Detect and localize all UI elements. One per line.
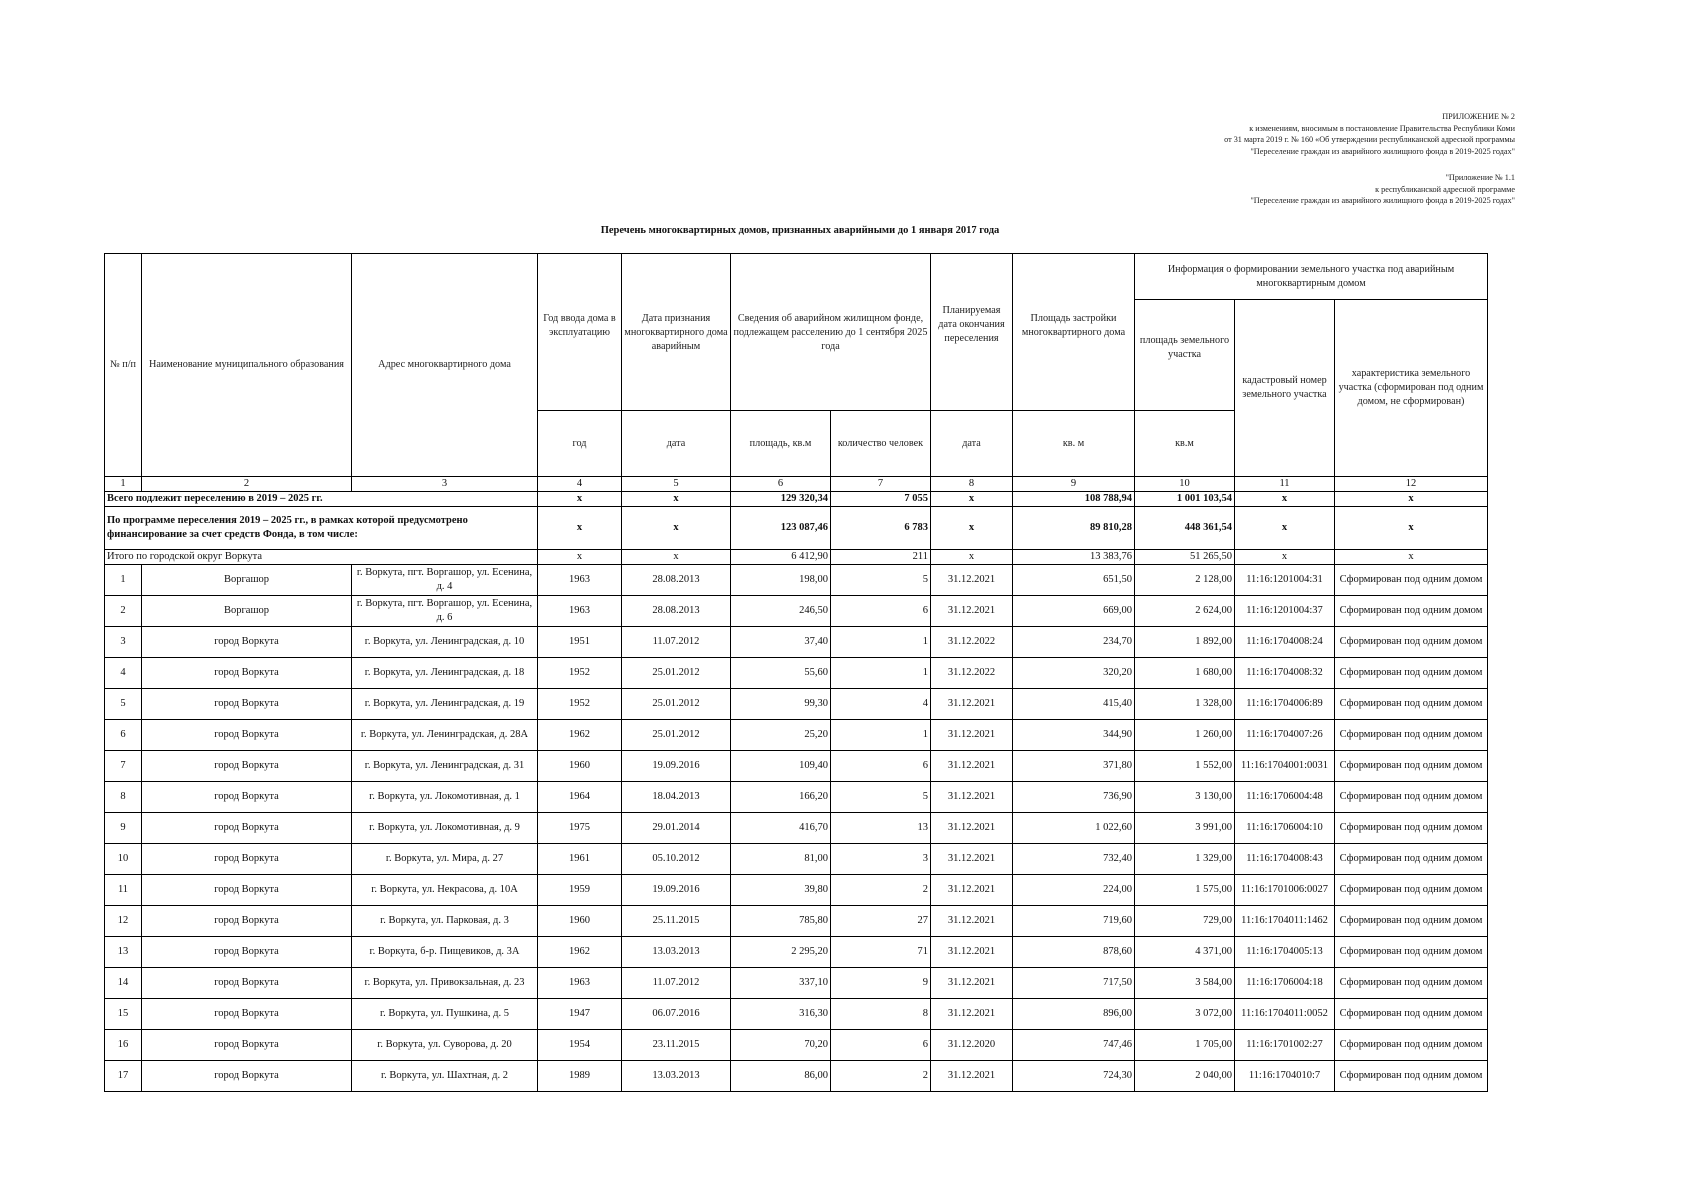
col-number: 11 — [1235, 477, 1335, 492]
appendix-line: от 31 марта 2019 г. № 160 «Об утверждении республиканской адресной программы — [1224, 135, 1515, 144]
emergency-area: 99,30 — [731, 689, 831, 720]
table-row — [105, 844, 1488, 875]
table-row — [105, 875, 1488, 906]
people-count: 1 — [831, 627, 931, 658]
total-vorkuta-area: 6 412,90 — [731, 550, 831, 565]
emergency-area: 316,30 — [731, 999, 831, 1030]
cadastral-number: 11:16:1704007:26 — [1235, 720, 1335, 751]
col-number: 4 — [538, 477, 622, 492]
year-built: 1959 — [538, 875, 622, 906]
house-address: г. Воркута, ул. Шахтная, д. 2 — [352, 1061, 538, 1092]
header-date-declared: Дата признания многоквартирного дома аварийным — [622, 254, 731, 411]
people-count: 5 — [831, 565, 931, 596]
land-characteristic: Сформирован под одним домом — [1335, 596, 1488, 627]
year-built: 1975 — [538, 813, 622, 844]
planned-end-date: 31.12.2022 — [931, 627, 1013, 658]
row-number: 3 — [105, 627, 142, 658]
row-number: 5 — [105, 689, 142, 720]
date-declared: 05.10.2012 — [622, 844, 731, 875]
total-program-date: х — [622, 507, 731, 550]
col-number: 2 — [142, 477, 352, 492]
total-all-end: х — [931, 492, 1013, 507]
people-count: 2 — [831, 875, 931, 906]
col-number: 7 — [831, 477, 931, 492]
people-count: 4 — [831, 689, 931, 720]
building-area: 669,00 — [1013, 596, 1135, 627]
total-all-char: х — [1335, 492, 1488, 507]
header-municipality: Наименование муниципального образования — [142, 254, 352, 477]
land-area: 1 260,00 — [1135, 720, 1235, 751]
row-number: 17 — [105, 1061, 142, 1092]
house-address: г. Воркута, пгт. Воргашор, ул. Есенина, д. 4 — [352, 565, 538, 596]
land-area: 1 328,00 — [1135, 689, 1235, 720]
house-address: г. Воркута, ул. Ленинградская, д. 18 — [352, 658, 538, 689]
header-cadastral: кадастровый номер земельного участка — [1235, 300, 1335, 477]
col-number: 9 — [1013, 477, 1135, 492]
people-count: 6 — [831, 1030, 931, 1061]
appendix-line: "Переселение граждан из аварийного жилищного фонда в 2019-2025 годах" — [1250, 146, 1515, 156]
total-vorkuta-people: 211 — [831, 550, 931, 565]
emergency-area: 55,60 — [731, 658, 831, 689]
planned-end-date: 31.12.2021 — [931, 720, 1013, 751]
municipality-name: город Воркута — [142, 937, 352, 968]
land-area: 729,00 — [1135, 906, 1235, 937]
municipality-name: Воргашор — [142, 565, 352, 596]
total-all-people: 7 055 — [831, 492, 931, 507]
planned-end-date: 31.12.2020 — [931, 1030, 1013, 1061]
header-unit-date2: дата — [931, 411, 1013, 477]
emergency-area: 86,00 — [731, 1061, 831, 1092]
houses-table — [104, 253, 1488, 1092]
total-vorkuta-date: х — [622, 550, 731, 565]
table-row — [105, 565, 1488, 596]
total-program-end: х — [931, 507, 1013, 550]
building-area: 651,50 — [1013, 565, 1135, 596]
year-built: 1960 — [538, 751, 622, 782]
date-declared: 29.01.2014 — [622, 813, 731, 844]
building-area: 717,50 — [1013, 968, 1135, 999]
total-vorkuta-label: Итого по городской округ Воркута — [105, 550, 538, 565]
planned-end-date: 31.12.2021 — [931, 875, 1013, 906]
total-all-area: 129 320,34 — [731, 492, 831, 507]
date-declared: 11.07.2012 — [622, 627, 731, 658]
date-declared: 25.01.2012 — [622, 658, 731, 689]
building-area: 736,90 — [1013, 782, 1135, 813]
building-area: 1 022,60 — [1013, 813, 1135, 844]
year-built: 1962 — [538, 937, 622, 968]
people-count: 3 — [831, 844, 931, 875]
year-built: 1989 — [538, 1061, 622, 1092]
people-count: 9 — [831, 968, 931, 999]
house-address: г. Воркута, ул. Мира, д. 27 — [352, 844, 538, 875]
house-address: г. Воркута, ул. Локомотивная, д. 1 — [352, 782, 538, 813]
date-declared: 18.04.2013 — [622, 782, 731, 813]
house-address: г. Воркута, ул. Ленинградская, д. 28А — [352, 720, 538, 751]
building-area: 896,00 — [1013, 999, 1135, 1030]
date-declared: 23.11.2015 — [622, 1030, 731, 1061]
row-number: 10 — [105, 844, 142, 875]
date-declared: 11.07.2012 — [622, 968, 731, 999]
table-row — [105, 1061, 1488, 1092]
planned-end-date: 31.12.2021 — [931, 906, 1013, 937]
table-row — [105, 906, 1488, 937]
land-area: 1 680,00 — [1135, 658, 1235, 689]
year-built: 1960 — [538, 906, 622, 937]
total-all-cadastral: х — [1235, 492, 1335, 507]
header-unit-year: год — [538, 411, 622, 477]
total-program-area: 123 087,46 — [731, 507, 831, 550]
row-number: 6 — [105, 720, 142, 751]
house-address: г. Воркута, пгт. Воргашор, ул. Есенина, д. 6 — [352, 596, 538, 627]
table-row — [105, 937, 1488, 968]
table-row — [105, 999, 1488, 1030]
row-number: 15 — [105, 999, 142, 1030]
people-count: 13 — [831, 813, 931, 844]
table-row — [105, 968, 1488, 999]
land-characteristic: Сформирован под одним домом — [1335, 968, 1488, 999]
emergency-area: 785,80 — [731, 906, 831, 937]
row-number: 4 — [105, 658, 142, 689]
date-declared: 06.07.2016 — [622, 999, 731, 1030]
year-built: 1954 — [538, 1030, 622, 1061]
table-row — [105, 596, 1488, 627]
col-number: 1 — [105, 477, 142, 492]
col-number: 5 — [622, 477, 731, 492]
header-planned-end: Планируемая дата окончания переселения — [931, 254, 1013, 411]
cadastral-number: 11:16:1704010:7 — [1235, 1061, 1335, 1092]
row-number: 11 — [105, 875, 142, 906]
planned-end-date: 31.12.2021 — [931, 813, 1013, 844]
people-count: 71 — [831, 937, 931, 968]
building-area: 747,46 — [1013, 1030, 1135, 1061]
people-count: 8 — [831, 999, 931, 1030]
municipality-name: город Воркута — [142, 875, 352, 906]
table-row — [105, 627, 1488, 658]
planned-end-date: 31.12.2022 — [931, 658, 1013, 689]
sub-appendix-line: "Приложение № 1.1 — [1445, 173, 1515, 182]
planned-end-date: 31.12.2021 — [931, 968, 1013, 999]
people-count: 2 — [831, 1061, 931, 1092]
planned-end-date: 31.12.2021 — [931, 1061, 1013, 1092]
row-number: 16 — [105, 1030, 142, 1061]
cadastral-number: 11:16:1201004:37 — [1235, 596, 1335, 627]
house-address: г. Воркута, б-р. Пищевиков, д. 3А — [352, 937, 538, 968]
cadastral-number: 11:16:1704008:24 — [1235, 627, 1335, 658]
house-address: г. Воркута, ул. Суворова, д. 20 — [352, 1030, 538, 1061]
sub-appendix-line: "Переселение граждан из аварийного жилищного фонда в 2019-2025 годах" — [1250, 196, 1515, 205]
date-declared: 25.01.2012 — [622, 689, 731, 720]
planned-end-date: 31.12.2021 — [931, 782, 1013, 813]
land-characteristic: Сформирован под одним домом — [1335, 627, 1488, 658]
header-building-area: Площадь застройки многоквартирного дома — [1013, 254, 1135, 411]
municipality-name: Воргашор — [142, 596, 352, 627]
people-count: 27 — [831, 906, 931, 937]
municipality-name: город Воркута — [142, 720, 352, 751]
building-area: 724,30 — [1013, 1061, 1135, 1092]
row-number: 8 — [105, 782, 142, 813]
building-area: 732,40 — [1013, 844, 1135, 875]
header-land-char: характеристика земельного участка (сформирован под одним домом, не сформирован) — [1335, 300, 1488, 477]
total-all-row — [105, 492, 1488, 507]
municipality-name: город Воркута — [142, 999, 352, 1030]
year-built: 1952 — [538, 689, 622, 720]
header-land-area: площадь земельного участка — [1135, 300, 1235, 411]
appendix-line: ПРИЛОЖЕНИЕ № 2 — [1442, 112, 1515, 121]
table-row — [105, 1030, 1488, 1061]
appendix-line: к изменениям, вносимым в постановление Правительства Республики Коми — [1249, 123, 1515, 133]
date-declared: 25.01.2012 — [622, 720, 731, 751]
building-area: 234,70 — [1013, 627, 1135, 658]
year-built: 1963 — [538, 968, 622, 999]
total-all-build-area: 108 788,94 — [1013, 492, 1135, 507]
building-area: 415,40 — [1013, 689, 1135, 720]
municipality-name: город Воркута — [142, 658, 352, 689]
land-characteristic: Сформирован под одним домом — [1335, 1061, 1488, 1092]
header-land-info: Информация о формировании земельного участка под аварийным многоквартирным домом — [1135, 254, 1488, 300]
emergency-area: 246,50 — [731, 596, 831, 627]
cadastral-number: 11:16:1704001:0031 — [1235, 751, 1335, 782]
land-area: 3 130,00 — [1135, 782, 1235, 813]
municipality-name: город Воркута — [142, 844, 352, 875]
total-program-build-area: 89 810,28 — [1013, 507, 1135, 550]
land-area: 3 072,00 — [1135, 999, 1235, 1030]
header-num: № п/п — [105, 254, 142, 477]
year-built: 1947 — [538, 999, 622, 1030]
total-vorkuta-end: х — [931, 550, 1013, 565]
date-declared: 13.03.2013 — [622, 937, 731, 968]
land-area: 2 128,00 — [1135, 565, 1235, 596]
land-characteristic: Сформирован под одним домом — [1335, 658, 1488, 689]
total-program-cadastral: х — [1235, 507, 1335, 550]
land-area: 1 552,00 — [1135, 751, 1235, 782]
building-area: 878,60 — [1013, 937, 1135, 968]
col-number: 8 — [931, 477, 1013, 492]
municipality-name: город Воркута — [142, 1030, 352, 1061]
cadastral-number: 11:16:1704008:32 — [1235, 658, 1335, 689]
document-title: Перечень многоквартирных домов, признанных аварийными до 1 января 2017 года — [600, 225, 1000, 236]
land-area: 1 329,00 — [1135, 844, 1235, 875]
cadastral-number: 11:16:1706004:18 — [1235, 968, 1335, 999]
total-vorkuta-row — [105, 550, 1488, 565]
appendix-header — [1224, 111, 1515, 157]
emergency-area: 2 295,20 — [731, 937, 831, 968]
planned-end-date: 31.12.2021 — [931, 999, 1013, 1030]
total-all-year: х — [538, 492, 622, 507]
total-program-row — [105, 507, 1488, 550]
header-unit-date: дата — [622, 411, 731, 477]
row-number: 7 — [105, 751, 142, 782]
planned-end-date: 31.12.2021 — [931, 751, 1013, 782]
total-program-year: х — [538, 507, 622, 550]
row-number: 1 — [105, 565, 142, 596]
sub-appendix-line: к республиканской адресной программе — [1375, 184, 1515, 194]
header-address: Адрес многоквартирного дома — [352, 254, 538, 477]
year-built: 1962 — [538, 720, 622, 751]
date-declared: 28.08.2013 — [622, 596, 731, 627]
house-address: г. Воркута, ул. Локомотивная, д. 9 — [352, 813, 538, 844]
land-characteristic: Сформирован под одним домом — [1335, 999, 1488, 1030]
emergency-area: 37,40 — [731, 627, 831, 658]
cadastral-number: 11:16:1704011:1462 — [1235, 906, 1335, 937]
cadastral-number: 11:16:1706004:48 — [1235, 782, 1335, 813]
row-number: 12 — [105, 906, 142, 937]
emergency-area: 166,20 — [731, 782, 831, 813]
cadastral-number: 11:16:1704006:89 — [1235, 689, 1335, 720]
col-number: 10 — [1135, 477, 1235, 492]
building-area: 320,20 — [1013, 658, 1135, 689]
emergency-area: 416,70 — [731, 813, 831, 844]
land-characteristic: Сформирован под одним домом — [1335, 1030, 1488, 1061]
year-built: 1961 — [538, 844, 622, 875]
land-characteristic: Сформирован под одним домом — [1335, 751, 1488, 782]
land-characteristic: Сформирован под одним домом — [1335, 813, 1488, 844]
table-row — [105, 813, 1488, 844]
emergency-area: 109,40 — [731, 751, 831, 782]
header-unit-area: площадь, кв.м — [731, 411, 831, 477]
land-area: 4 371,00 — [1135, 937, 1235, 968]
land-area: 3 584,00 — [1135, 968, 1235, 999]
house-address: г. Воркута, ул. Ленинградская, д. 31 — [352, 751, 538, 782]
house-address: г. Воркута, ул. Ленинградская, д. 10 — [352, 627, 538, 658]
cadastral-number: 11:16:1701002:27 — [1235, 1030, 1335, 1061]
total-vorkuta-land-area: 51 265,50 — [1135, 550, 1235, 565]
land-area: 2 040,00 — [1135, 1061, 1235, 1092]
house-address: г. Воркута, ул. Некрасова, д. 10А — [352, 875, 538, 906]
date-declared: 13.03.2013 — [622, 1061, 731, 1092]
emergency-area: 70,20 — [731, 1030, 831, 1061]
people-count: 6 — [831, 751, 931, 782]
land-characteristic: Сформирован под одним домом — [1335, 720, 1488, 751]
col-number: 6 — [731, 477, 831, 492]
land-area: 2 624,00 — [1135, 596, 1235, 627]
header-emergency-info: Сведения об аварийном жилищном фонде, подлежащем расселению до 1 сентября 2025 года — [731, 254, 931, 411]
date-declared: 25.11.2015 — [622, 906, 731, 937]
land-characteristic: Сформирован под одним домом — [1335, 906, 1488, 937]
total-program-char: х — [1335, 507, 1488, 550]
planned-end-date: 31.12.2021 — [931, 596, 1013, 627]
cadastral-number: 11:16:1706004:10 — [1235, 813, 1335, 844]
municipality-name: город Воркута — [142, 1061, 352, 1092]
header-unit-people: количество человек — [831, 411, 931, 477]
emergency-area: 81,00 — [731, 844, 831, 875]
total-vorkuta-char: х — [1335, 550, 1488, 565]
house-rows — [105, 565, 1488, 1092]
municipality-name: город Воркута — [142, 627, 352, 658]
total-program-label: По программе переселения 2019 – 2025 гг., в рамках которой предусмотрено финансирование за счет средств Фонда, в том числе: — [105, 507, 538, 550]
land-characteristic: Сформирован под одним домом — [1335, 937, 1488, 968]
row-number: 9 — [105, 813, 142, 844]
land-area: 1 892,00 — [1135, 627, 1235, 658]
total-all-land-area: 1 001 103,54 — [1135, 492, 1235, 507]
year-built: 1964 — [538, 782, 622, 813]
land-characteristic: Сформирован под одним домом — [1335, 875, 1488, 906]
total-program-people: 6 783 — [831, 507, 931, 550]
total-vorkuta-year: х — [538, 550, 622, 565]
building-area: 224,00 — [1013, 875, 1135, 906]
house-address: г. Воркута, ул. Парковая, д. 3 — [352, 906, 538, 937]
emergency-area: 25,20 — [731, 720, 831, 751]
total-all-date: х — [622, 492, 731, 507]
row-number: 14 — [105, 968, 142, 999]
table-row — [105, 782, 1488, 813]
cadastral-number: 11:16:1704011:0052 — [1235, 999, 1335, 1030]
cadastral-number: 11:16:1201004:31 — [1235, 565, 1335, 596]
land-characteristic: Сформирован под одним домом — [1335, 565, 1488, 596]
land-characteristic: Сформирован под одним домом — [1335, 689, 1488, 720]
building-area: 371,80 — [1013, 751, 1135, 782]
building-area: 719,60 — [1013, 906, 1135, 937]
emergency-area: 198,00 — [731, 565, 831, 596]
cadastral-number: 11:16:1704005:13 — [1235, 937, 1335, 968]
column-number-row — [105, 477, 1488, 492]
house-address: г. Воркута, ул. Ленинградская, д. 19 — [352, 689, 538, 720]
land-area: 3 991,00 — [1135, 813, 1235, 844]
municipality-name: город Воркута — [142, 906, 352, 937]
house-address: г. Воркута, ул. Пушкина, д. 5 — [352, 999, 538, 1030]
date-declared: 28.08.2013 — [622, 565, 731, 596]
header-unit-sqm: кв. м — [1013, 411, 1135, 477]
people-count: 1 — [831, 720, 931, 751]
table-row — [105, 751, 1488, 782]
municipality-name: город Воркута — [142, 689, 352, 720]
header-year-built: Год ввода дома в эксплуатацию — [538, 254, 622, 411]
row-number: 13 — [105, 937, 142, 968]
col-number: 3 — [352, 477, 538, 492]
municipality-name: город Воркута — [142, 813, 352, 844]
planned-end-date: 31.12.2021 — [931, 844, 1013, 875]
table-row — [105, 658, 1488, 689]
table-row — [105, 720, 1488, 751]
date-declared: 19.09.2016 — [622, 875, 731, 906]
building-area: 344,90 — [1013, 720, 1135, 751]
land-area: 1 705,00 — [1135, 1030, 1235, 1061]
row-number: 2 — [105, 596, 142, 627]
planned-end-date: 31.12.2021 — [931, 689, 1013, 720]
cadastral-number: 11:16:1701006:0027 — [1235, 875, 1335, 906]
sub-appendix-header — [1250, 172, 1515, 207]
land-characteristic: Сформирован под одним домом — [1335, 782, 1488, 813]
emergency-area: 337,10 — [731, 968, 831, 999]
planned-end-date: 31.12.2021 — [931, 565, 1013, 596]
total-vorkuta-cadastral: х — [1235, 550, 1335, 565]
cadastral-number: 11:16:1704008:43 — [1235, 844, 1335, 875]
year-built: 1963 — [538, 596, 622, 627]
year-built: 1963 — [538, 565, 622, 596]
total-program-land-area: 448 361,54 — [1135, 507, 1235, 550]
emergency-area: 39,80 — [731, 875, 831, 906]
people-count: 5 — [831, 782, 931, 813]
year-built: 1952 — [538, 658, 622, 689]
date-declared: 19.09.2016 — [622, 751, 731, 782]
people-count: 1 — [831, 658, 931, 689]
col-number: 12 — [1335, 477, 1488, 492]
header-unit-sqm2: кв.м — [1135, 411, 1235, 477]
year-built: 1951 — [538, 627, 622, 658]
land-area: 1 575,00 — [1135, 875, 1235, 906]
people-count: 6 — [831, 596, 931, 627]
municipality-name: город Воркута — [142, 968, 352, 999]
planned-end-date: 31.12.2021 — [931, 937, 1013, 968]
total-vorkuta-build-area: 13 383,76 — [1013, 550, 1135, 565]
municipality-name: город Воркута — [142, 782, 352, 813]
land-characteristic: Сформирован под одним домом — [1335, 844, 1488, 875]
table-row — [105, 689, 1488, 720]
total-all-label: Всего подлежит переселению в 2019 – 2025 гг. — [105, 492, 538, 507]
municipality-name: город Воркута — [142, 751, 352, 782]
house-address: г. Воркута, ул. Привокзальная, д. 23 — [352, 968, 538, 999]
